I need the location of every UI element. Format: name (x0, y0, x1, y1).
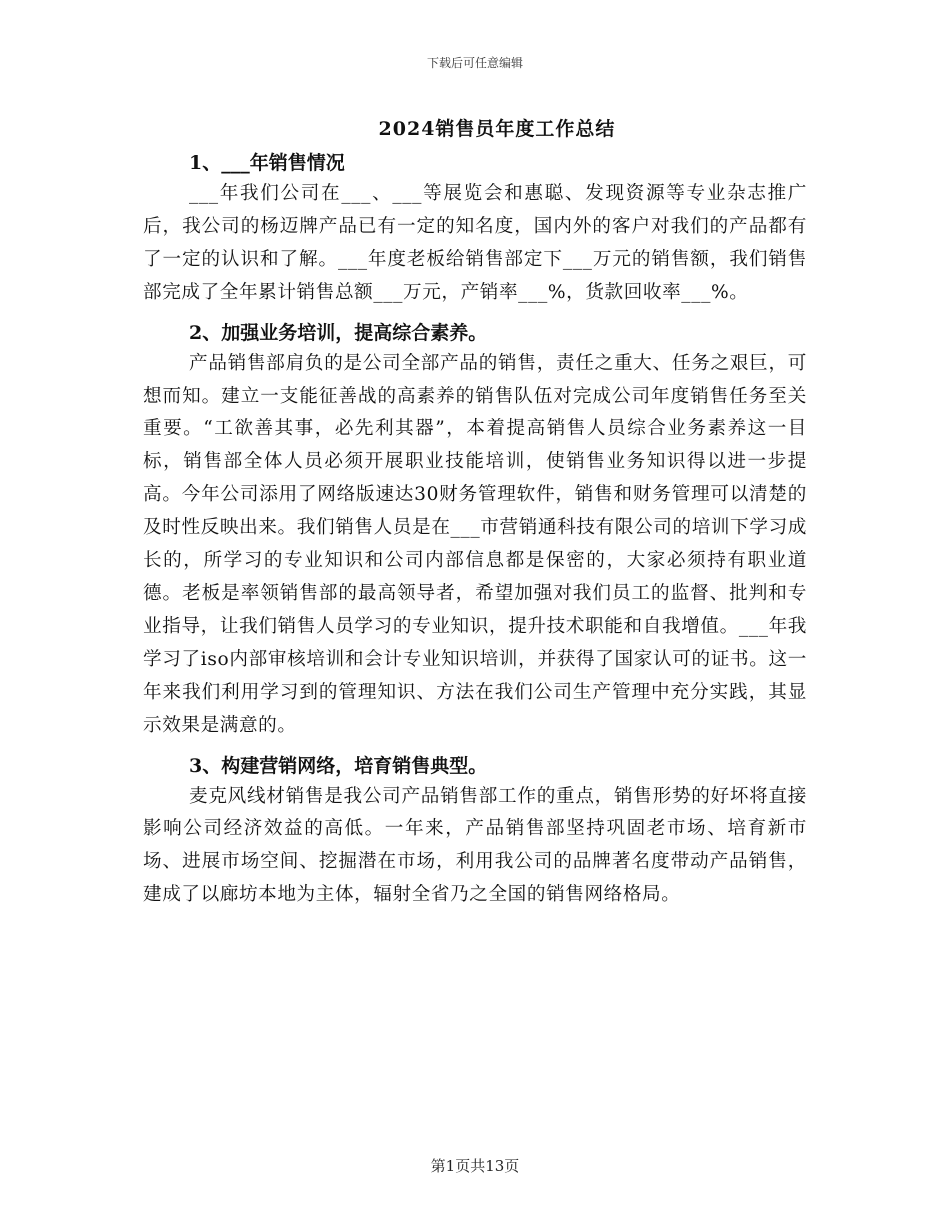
section-heading: 3、构建营销网络，培育销售典型。 (189, 754, 488, 777)
document-body (143, 148, 807, 912)
body-paragraph: 麦克风线材销售是我公司产品销售部工作的重点，销售形势的好坏将直接影响公司经济效益的高低。一年来，产品销售部坚持巩固老市场、培育新市场、进展市场空间、挖掘潜在市场，利用我公司的品牌著名度带动产品销售，建成了以廊坊本地为主体，辐射全省乃之全国的销售网络格局。 (143, 785, 807, 906)
section-heading: 1、___年销售情况 (189, 152, 345, 174)
section-heading: 2、加强业务培训，提高综合素养。 (189, 321, 488, 344)
body-paragraph: ___年我们公司在___、___等展览会和惠聪、发现资源等专业杂志推广后，我公司的杨迈牌产品已有一定的知名度，国内外的客户对我们的产品都有了一定的认识和了解。___年度老板给销售部定下___万元的销售额，我们销售部完成了全年累计销售总额___万元，产销率___%，货款回收率___%。 (143, 183, 807, 303)
section-1 (143, 148, 807, 310)
section-3 (143, 751, 807, 913)
body-paragraph: 产品销售部肩负的是公司全部产品的销售，责任之重大、任务之艰巨，可想而知。建立一支能征善战的高素养的销售队伍对完成公司年度销售任务至关重要。“工欲善其事，必先利其器”，本着提高销售人员综合业务素养这一目标，销售部全体人员必须开展职业技能培训，使销售业务知识得以进一步提高。今年公司添用了网络版速达30财务管理软件，销售和财务管理可以清楚的及时性反映出来。我们销售人员是在___市营销通科技有限公司的培训下学习成长的，所学习的专业知识和公司内部信息都是保密的，大家必须持有职业道德。老板是率领销售部的最高领导者，希望加强对我们员工的监督、批判和专业指导，让我们销售人员学习的专业知识，提升技术职能和自我增值。___年我学习了iso内部审核培训和会计专业知识培训，并获得了国家认可的证书。这一年来我们利用学习到的管理知识、方法在我们公司生产管理中充分实践，其显示效果是满意的。 (143, 352, 807, 736)
document-title: 2024销售员年度工作总结 (378, 118, 616, 140)
page-footer: 第1页共13页 (430, 1157, 520, 1175)
section-2 (143, 318, 807, 743)
header-note: 下载后可任意编辑 (426, 56, 523, 70)
